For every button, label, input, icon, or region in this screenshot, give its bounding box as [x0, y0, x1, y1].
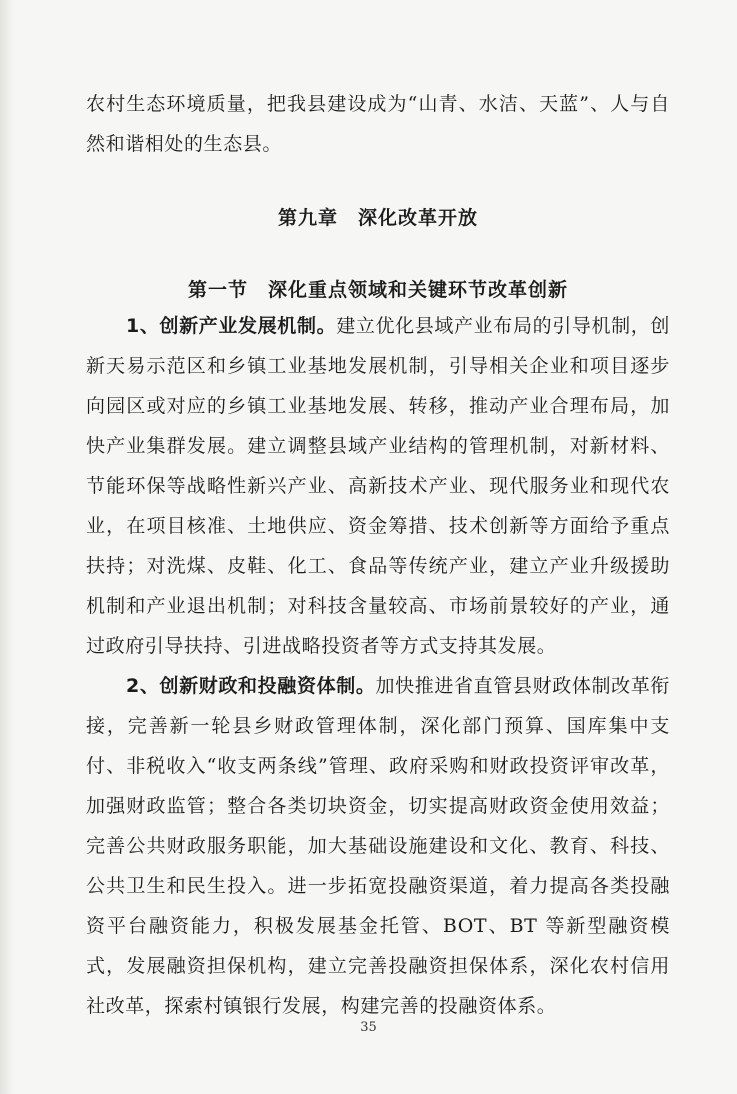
paragraph-industry-mechanism — [86, 306, 670, 666]
page-number: 35 — [360, 1020, 377, 1035]
intro-paragraph: 农村生态环境质量，把我县建设成为“山青、水洁、天蓝”、人与自然和谐相处的生态县。 — [86, 93, 670, 155]
section-title: 第一节 深化重点领域和关键环节改革创新 — [187, 279, 568, 301]
paragraph-body: 加快推进省直管县财政体制改革衔接，完善新一轮县乡财政管理体制，深化部门预算、国库集中支付、非税收入“收支两条线”管理、政府采购和财政投资评审改革，加强财政监管；整合各类切块资金，切实提高财政资金使用效益；完善公共财政服务职能，加大基础设施建设和文化、教育、科技、公共卫生和民生投入。进一步拓宽投融资渠道，着力提高各类投融资平台融资能力，积极发展基金托管、BOT、BT 等新型融资模式，发展融资担保机构，建立完善投融资担保体系，深化农村信用社改革，探索村镇银行发展，构建完善的投融资体系。 — [86, 675, 670, 1017]
scan-shadow-edge — [0, 0, 14, 1094]
paragraph-lead: 1、创新产业发展机制。 — [126, 315, 337, 337]
paragraph-lead: 2、创新财政和投融资体制。 — [126, 675, 376, 697]
chapter-title: 第九章 深化改革开放 — [277, 207, 478, 229]
page-content — [86, 84, 670, 1026]
paragraph-body: 建立优化县域产业布局的引导机制，创新天易示范区和乡镇工业基地发展机制，引导相关企业和项目逐步向园区或对应的乡镇工业基地发展、转移，推动产业合理布局，加快产业集群发展。建立调整县域产业结构的管理机制，对新材料、节能环保等战略性新兴产业、高新技术产业、现代服务业和现代农业，在项目核准、土地供应、资金筹措、技术创新等方面给予重点扶持；对洗煤、皮鞋、化工、食品等传统产业，建立产业升级援助机制和产业退出机制；对科技含量较高、市场前景较好的产业，通过政府引导扶持、引进战略投资者等方式支持其发展。 — [86, 315, 670, 657]
paragraph-finance-system — [86, 666, 670, 1026]
